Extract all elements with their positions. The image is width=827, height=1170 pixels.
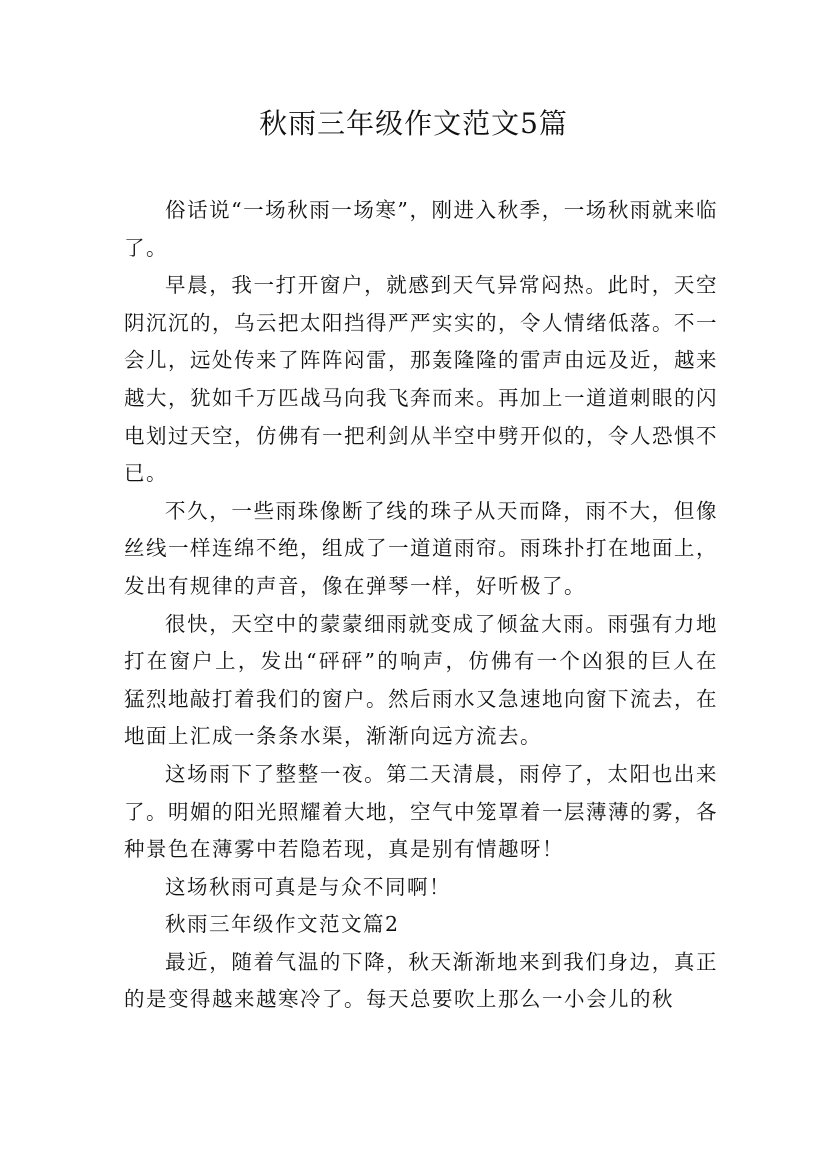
document-title: 秋雨三年级作文范文5篇 bbox=[259, 107, 568, 140]
paragraph-4: 很快，天空中的蒙蒙细雨就变成了倾盆大雨。雨强有力地打在窗户上，发出“砰砰”的响声，仿佛有一个凶狠的巨人在猛烈地敲打着我们的窗户。然后雨水又急速地向窗下流去，在地面上汇成一条条水渠，渐渐向远方流去。 bbox=[124, 611, 718, 749]
document-body bbox=[124, 192, 718, 1019]
paragraph-2: 早晨，我一打开窗户，就感到天气异常闷热。此时，天空阴沉沉的，乌云把太阳挡得严严实实的，令人情绪低落。不一会儿，远处传来了阵阵闷雷，那轰隆隆的雷声由远及近，越来越大，犹如千万匹战马向我飞奔而来。再加上一道道刺眼的闪电划过天空，仿佛有一把利剑从半空中劈开似的，令人恐惧不已。 bbox=[124, 273, 718, 486]
paragraph-5: 这场雨下了整整一夜。第二天清晨，雨停了，太阳也出来了。明媚的阳光照耀着大地，空气中笼罩着一层薄薄的雾，各种景色在薄雾中若隐若现，真是别有情趣呀！ bbox=[124, 761, 718, 862]
paragraph-3: 不久，一些雨珠像断了线的珠子从天而降，雨不大，但像丝线一样连绵不绝，组成了一道道雨帘。雨珠扑打在地面上，发出有规律的声音，像在弹琴一样，好听极了。 bbox=[124, 498, 718, 598]
paragraph-8: 最近，随着气温的下降，秋天渐渐地来到我们身边，真正的是变得越来越寒冷了。每天总要吹上那么一小会儿的秋 bbox=[124, 949, 718, 1012]
paragraph-6: 这场秋雨可真是与众不同啊！ bbox=[165, 874, 451, 899]
paragraph-1: 俗话说“一场秋雨一场寒”，刚进入秋季，一场秋雨就来临了。 bbox=[124, 198, 718, 260]
section-heading-essay-2: 秋雨三年级作文范文篇2 bbox=[165, 912, 400, 937]
